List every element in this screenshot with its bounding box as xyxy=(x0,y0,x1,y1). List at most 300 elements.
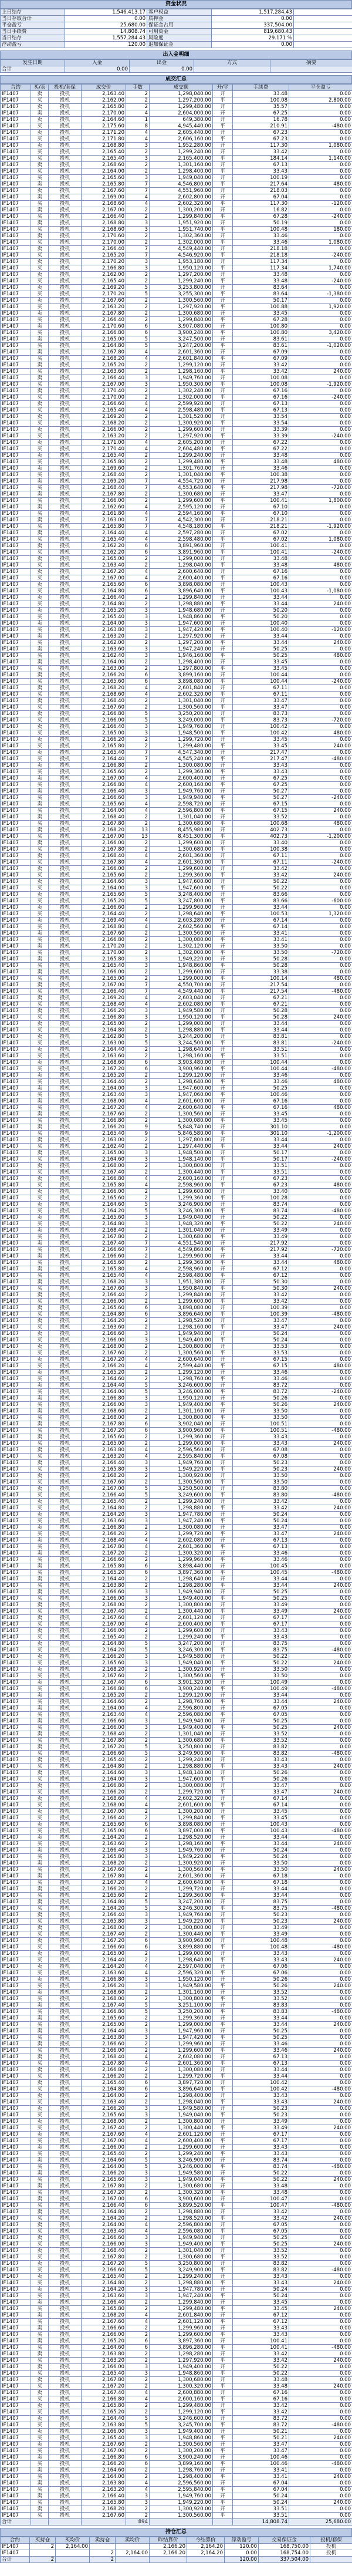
trade-cell: 卖 xyxy=(31,582,49,588)
trade-cell: IF1407 xyxy=(1,388,31,395)
trade-cell: 2,163.20 xyxy=(82,433,126,440)
trade-cell: 平 xyxy=(213,2203,233,2209)
trade-cell: 平 xyxy=(213,2422,233,2429)
trade-cell: 4 xyxy=(126,776,150,782)
table-row xyxy=(1,1796,352,1802)
table-row xyxy=(1,395,352,401)
trade-cell: 100.51 xyxy=(233,1428,289,1434)
trade-cell: 买 xyxy=(31,1931,49,1938)
trade-cell: 0.00 xyxy=(289,2138,352,2145)
trade-cell: 67.16 xyxy=(233,575,289,582)
trade-cell: 卖 xyxy=(31,905,49,911)
trade-cell: IF1407 xyxy=(1,382,31,388)
trade-cell: 1,949,580.00 xyxy=(150,1008,213,1014)
trade-cell: 240.00 xyxy=(289,2099,352,2106)
trade-cell: 3,891,960.00 xyxy=(150,543,213,549)
trade-cell: 投机 xyxy=(49,1912,82,1918)
funds-label: 当日结存 xyxy=(1,35,65,42)
trade-cell: 2,165.60 xyxy=(82,1195,126,1202)
trade-cell: 投机 xyxy=(49,1331,82,1337)
trade-cell: 6 xyxy=(126,672,150,679)
trade-cell: IF1407 xyxy=(1,517,31,524)
trade-cell: 4 xyxy=(126,356,150,362)
positions-total-cell xyxy=(116,2557,150,2563)
trade-cell: 33.44 xyxy=(233,1841,289,1847)
trade-cell: IF1407 xyxy=(1,427,31,433)
trade-cell: 3 xyxy=(126,2170,150,2177)
trade-cell: 平 xyxy=(213,1131,233,1137)
trade-cell: -480.00 xyxy=(289,1647,352,1654)
trade-cell: 0.00 xyxy=(289,1150,352,1156)
trade-cell: 买 xyxy=(31,937,49,943)
trade-cell: 2 xyxy=(126,233,150,240)
trade-cell: 买 xyxy=(31,2409,49,2416)
table-row xyxy=(1,1738,352,1744)
trade-cell: 1,300,680.00 xyxy=(150,311,213,317)
table-row xyxy=(1,1912,352,1918)
trade-cell: 67.28 xyxy=(233,214,289,220)
trade-cell: 买 xyxy=(31,756,49,763)
trade-cell: 50.25 xyxy=(233,1596,289,1602)
trade-cell: 2 xyxy=(126,2125,150,2132)
trade-cell: 2,165.60 xyxy=(82,769,126,776)
trade-cell: 2,163.80 xyxy=(82,2035,126,2041)
trade-cell: 投机 xyxy=(49,2248,82,2254)
trade-cell: 卖 xyxy=(31,866,49,872)
trade-cell: 卖 xyxy=(31,207,49,214)
trade-cell: 投机 xyxy=(49,982,82,989)
trade-cell: 480.00 xyxy=(289,181,352,188)
trade-cell: 217.92 xyxy=(233,1247,289,1253)
trade-cell: 平 xyxy=(213,2099,233,2106)
table-row xyxy=(1,1505,352,1512)
trade-cell: 2 xyxy=(126,1789,150,1796)
trade-cell: 投机 xyxy=(49,2125,82,2132)
trade-cell: 买 xyxy=(31,963,49,969)
trade-cell: 2,166.40 xyxy=(82,1912,126,1918)
trade-cell: IF1407 xyxy=(1,2461,31,2467)
trade-cell: 买 xyxy=(31,872,49,879)
trade-cell: 2,596,080.00 xyxy=(150,2228,213,2235)
table-row xyxy=(1,175,352,181)
positions-total-cell xyxy=(150,2557,187,2563)
trade-cell: 3,896,280.00 xyxy=(150,2345,213,2351)
table-row xyxy=(1,898,352,905)
trade-cell: IF1407 xyxy=(1,1570,31,1576)
trade-cell: 2,166.80 xyxy=(82,2009,126,2015)
trade-cell: 投机 xyxy=(49,1460,82,1466)
table-row xyxy=(1,937,352,943)
trade-cell: 投机 xyxy=(49,2506,82,2513)
table-row xyxy=(1,2442,352,2448)
trade-cell: 240.00 xyxy=(289,1764,352,1770)
trade-cell: 投机 xyxy=(49,2022,82,2028)
trade-cell: 1,300,800.00 xyxy=(150,1163,213,1169)
trade-cell: 2,166.60 xyxy=(82,2041,126,2048)
trade-cell: 2,164.00 xyxy=(82,2164,126,2170)
trade-cell: 卖 xyxy=(31,2222,49,2228)
trade-cell: 0.00 xyxy=(289,2157,352,2164)
trade-cell: 4,551,960.00 xyxy=(150,188,213,194)
trade-cell: 2 xyxy=(126,298,150,304)
trade-cell: 33.42 xyxy=(233,1505,289,1512)
trade-cell: 1,740.00 xyxy=(289,265,352,272)
trade-cell: 2 xyxy=(126,453,150,459)
trade-cell: 2,165.40 xyxy=(82,614,126,621)
trade-cell: IF1407 xyxy=(1,233,31,240)
trade-cell: 2,164.80 xyxy=(82,1899,126,1906)
trade-cell: 67.16 xyxy=(233,2396,289,2403)
trade-cell: 2,166.80 xyxy=(82,1686,126,1692)
table-row xyxy=(1,1667,352,1673)
trade-cell: 33.46 xyxy=(233,466,289,472)
trade-cell: 投机 xyxy=(49,1925,82,1931)
trade-cell: 83.66 xyxy=(233,898,289,905)
trade-cell: 2,600,880.00 xyxy=(150,2390,213,2396)
trade-cell: 7 xyxy=(126,252,150,259)
table-row xyxy=(1,1228,352,1234)
trade-cell: 100.42 xyxy=(233,724,289,730)
trade-cell: 卖 xyxy=(31,879,49,885)
trade-cell: IF1407 xyxy=(1,298,31,304)
trade-cell: 33.42 xyxy=(233,149,289,156)
trade-cell: 0.00 xyxy=(289,1034,352,1040)
trade-cell: IF1407 xyxy=(1,1628,31,1634)
trade-cell: 67.05 xyxy=(233,1712,289,1718)
trade-cell: 3,899,880.00 xyxy=(150,1944,213,1951)
trade-cell: 2 xyxy=(126,1499,150,1505)
trade-cell: 1,300,560.00 xyxy=(150,1673,213,1680)
trade-cell: 2,602,080.00 xyxy=(150,1002,213,1008)
trade-cell: 2,175.60 xyxy=(82,123,126,130)
trade-cell: 开 xyxy=(213,1886,233,1893)
trade-cell: 投机 xyxy=(49,2371,82,2377)
trade-cell: 83.74 xyxy=(233,1202,289,1208)
trade-cell: 2,163.80 xyxy=(82,2480,126,2487)
trade-cell: 投机 xyxy=(49,1660,82,1667)
trade-cell: 0.00 xyxy=(289,1680,352,1686)
trade-cell: 1,300,680.00 xyxy=(150,2377,213,2383)
table-row xyxy=(1,543,352,549)
trade-cell: 217.92 xyxy=(233,1240,289,1247)
trade-cell: 117.30 xyxy=(233,201,289,207)
trade-cell: 2,162.00 xyxy=(82,97,126,104)
trade-cell: 平 xyxy=(213,1751,233,1757)
trade-cell: 33.40 xyxy=(233,840,289,847)
trade-cell: IF1407 xyxy=(1,1441,31,1447)
trade-cell: 240.00 xyxy=(289,2500,352,2506)
trade-cell: IF1407 xyxy=(1,1609,31,1615)
trade-cell: 2,166.00 xyxy=(82,1596,126,1602)
trade-cell: 100.08 xyxy=(233,97,289,104)
table-row xyxy=(1,1783,352,1789)
trade-cell: 买 xyxy=(31,1596,49,1602)
trade-cell: 投机 xyxy=(49,181,82,188)
trade-cell: 83.72 xyxy=(233,1389,289,1395)
trade-cell: 平 xyxy=(213,2190,233,2196)
trade-cell: IF1407 xyxy=(1,1260,31,1266)
trade-cell: 投机 xyxy=(49,1505,82,1512)
trade-cell: 投机 xyxy=(49,1144,82,1150)
trade-cell: 2,166.40 xyxy=(82,2493,126,2500)
trade-cell: 买 xyxy=(31,2216,49,2222)
trade-cell: 平 xyxy=(213,407,233,414)
trade-cell: 2,164.60 xyxy=(82,117,126,123)
trade-cell: 2 xyxy=(126,2513,150,2519)
trade-cell: 2,164.60 xyxy=(82,1376,126,1383)
trade-cell: 投机 xyxy=(49,788,82,795)
trade-cell: 2 xyxy=(126,2274,150,2280)
trade-cell: 开 xyxy=(213,1421,233,1428)
trade-cell: 2,165.80 xyxy=(82,1563,126,1570)
trade-cell: 33.42 xyxy=(233,2358,289,2364)
trade-cell: 1,140.00 xyxy=(289,156,352,162)
trade-cell: 0.00 xyxy=(289,827,352,834)
trade-cell: 卖 xyxy=(31,1860,49,1867)
trade-cell: IF1407 xyxy=(1,2196,31,2203)
trade-cell: 6 xyxy=(126,588,150,595)
trade-cell: 3 xyxy=(126,175,150,181)
table-row xyxy=(1,2061,352,2067)
trade-cell: 卖 xyxy=(31,2390,49,2396)
table-row xyxy=(1,2228,352,2235)
trade-cell: 卖 xyxy=(31,1964,49,1970)
trade-cell: 买 xyxy=(31,1389,49,1395)
trade-cell: 卖 xyxy=(31,1189,49,1195)
trade-cell: 卖 xyxy=(31,2093,49,2099)
trade-cell: IF1407 xyxy=(1,782,31,788)
trade-cell: 投机 xyxy=(49,769,82,776)
trade-cell: 1,302,000.00 xyxy=(150,395,213,401)
trade-cell: 平 xyxy=(213,1169,233,1176)
trade-cell: 2 xyxy=(126,304,150,311)
trade-cell: IF1407 xyxy=(1,814,31,821)
trade-cell: 67.22 xyxy=(233,446,289,453)
trade-cell: 开 xyxy=(213,763,233,769)
trade-cell: 2 xyxy=(126,2048,150,2054)
trade-cell: 2,168.20 xyxy=(82,1473,126,1479)
trade-cell: 3 xyxy=(126,1460,150,1466)
trade-cell: 0.00 xyxy=(289,1615,352,1621)
trade-cell: 买 xyxy=(31,1751,49,1757)
table-row xyxy=(1,763,352,769)
table-row xyxy=(1,1479,352,1486)
trade-cell: 2,166.80 xyxy=(82,1977,126,1983)
trade-cell: 83.75 xyxy=(233,1641,289,1647)
trade-cell: 33.46 xyxy=(233,1376,289,1383)
trade-cell: 2,165.20 xyxy=(82,2409,126,2416)
table-row xyxy=(1,1744,352,1751)
trade-cell: 2,168.00 xyxy=(82,1415,126,1421)
trade-cell: 2,163.60 xyxy=(82,1970,126,1977)
trade-cell: 投机 xyxy=(49,2209,82,2216)
trade-cell: 1,301,760.00 xyxy=(150,466,213,472)
trade-cell: IF1407 xyxy=(1,892,31,898)
trade-cell: 2,166.00 xyxy=(82,2429,126,2435)
trade-cell: 买 xyxy=(31,2061,49,2067)
trade-cell: 1,299,960.00 xyxy=(150,2041,213,2048)
trade-cell: 2,167.60 xyxy=(82,1350,126,1357)
trade-cell: 2,167.40 xyxy=(82,1680,126,1686)
trade-cell: 投机 xyxy=(49,1408,82,1415)
trade-cell: 67.13 xyxy=(233,2054,289,2061)
table-row xyxy=(1,2183,352,2190)
trade-cell: 卖 xyxy=(31,491,49,498)
trade-cell: 6 xyxy=(126,330,150,336)
trade-cell: 平 xyxy=(213,692,233,698)
trade-cell: 买 xyxy=(31,537,49,543)
trade-cell: 卖 xyxy=(31,478,49,485)
trade-cell: 0.00 xyxy=(289,1350,352,1357)
trade-cell: 开 xyxy=(213,259,233,265)
trade-cell: 平 xyxy=(213,537,233,543)
trade-cell: 投机 xyxy=(49,1751,82,1757)
table-row xyxy=(1,859,352,866)
trade-cell: IF1407 xyxy=(1,1189,31,1195)
trade-cell: 1,298,160.00 xyxy=(150,1053,213,1060)
trade-cell: 投机 xyxy=(49,1118,82,1124)
trade-cell: 0.00 xyxy=(289,2312,352,2319)
trade-cell: 4,554,720.00 xyxy=(150,478,213,485)
trade-cell: 平 xyxy=(213,2073,233,2080)
trade-cell: 50.25 xyxy=(233,2241,289,2248)
positions-total-cell xyxy=(310,2557,352,2563)
trade-cell: 2,164.60 xyxy=(82,1770,126,1776)
trade-cell: 投机 xyxy=(49,440,82,446)
trade-cell: 3 xyxy=(126,2241,150,2248)
trade-cell: 平 xyxy=(213,433,233,440)
trade-cell: 3 xyxy=(126,2112,150,2119)
trade-cell: 平 xyxy=(213,1570,233,1576)
trade-cell: 33.39 xyxy=(233,433,289,440)
trade-cell: 4 xyxy=(126,575,150,582)
trade-cell: 卖 xyxy=(31,2028,49,2035)
trade-cell: 480.00 xyxy=(289,562,352,569)
trade-cell: 3 xyxy=(126,227,150,233)
trade-cell: 卖 xyxy=(31,233,49,240)
trade-cell: 卖 xyxy=(31,1602,49,1609)
trade-cell: 卖 xyxy=(31,1008,49,1014)
trade-cell: 2,171.00 xyxy=(82,440,126,446)
trade-cell: 2,168.40 xyxy=(82,2248,126,2254)
trade-cell: 0.00 xyxy=(289,2429,352,2435)
trade-cell: 480.00 xyxy=(289,1182,352,1189)
trade-cell: 0.00 xyxy=(289,1654,352,1660)
trade-cell: IF1407 xyxy=(1,2435,31,2442)
trade-cell: 投机 xyxy=(49,252,82,259)
trade-cell: 0.00 xyxy=(289,788,352,795)
trade-cell: 6 xyxy=(126,323,150,330)
trade-cell: 1,299,240.00 xyxy=(150,1757,213,1764)
trade-cell: 50.22 xyxy=(233,2371,289,2377)
trade-cell: 投机 xyxy=(49,317,82,323)
trade-cell: 240.00 xyxy=(289,2435,352,2442)
table-row xyxy=(1,2170,352,2177)
trade-cell: 0.00 xyxy=(289,1596,352,1602)
trade-cell: 33.44 xyxy=(233,1027,289,1034)
trade-cell: 1,299,720.00 xyxy=(150,1789,213,1796)
trades-header: 开/平 xyxy=(213,85,233,91)
trade-cell: 1,949,760.00 xyxy=(150,788,213,795)
trade-cell: 0.00 xyxy=(289,885,352,892)
table-row xyxy=(1,149,352,156)
trade-cell: 平 xyxy=(213,872,233,879)
trade-cell: IF1407 xyxy=(1,1085,31,1092)
trade-cell: 100.19 xyxy=(233,175,289,181)
trade-cell: 2,601,360.00 xyxy=(150,1544,213,1550)
trade-cell: 2,163.20 xyxy=(82,1454,126,1460)
trade-cell: 2,165.20 xyxy=(82,608,126,614)
trade-cell: 33.52 xyxy=(233,1731,289,1738)
trade-cell: 2,163.60 xyxy=(82,1841,126,1847)
trade-cell: 33.46 xyxy=(233,1073,289,1079)
trade-cell: 100.44 xyxy=(233,1060,289,1066)
trade-cell: IF1407 xyxy=(1,898,31,905)
trade-cell: 买 xyxy=(31,524,49,530)
trade-cell: 平 xyxy=(213,1156,233,1163)
trade-cell: 2,167.80 xyxy=(82,2377,126,2383)
trade-cell: 平 xyxy=(213,950,233,956)
table-row xyxy=(1,2467,352,2474)
trade-cell: IF1407 xyxy=(1,1454,31,1460)
trade-cell: 卖 xyxy=(31,776,49,782)
table-row xyxy=(1,950,352,956)
trade-cell: 2,601,120.00 xyxy=(150,2132,213,2138)
trade-cell: 平 xyxy=(213,2267,233,2274)
trade-cell: 0.00 xyxy=(289,466,352,472)
table-row xyxy=(1,511,352,517)
trade-cell: 平 xyxy=(213,1208,233,1215)
cashflow-total-row xyxy=(1,66,352,73)
table-row xyxy=(1,872,352,879)
trade-cell: 卖 xyxy=(31,2287,49,2293)
trade-cell: 2,167.40 xyxy=(82,1931,126,1938)
trade-cell: 1,298,520.00 xyxy=(150,1835,213,1841)
trade-cell: 卖 xyxy=(31,982,49,989)
trade-cell: 投机 xyxy=(49,1034,82,1040)
trade-cell: 0.00 xyxy=(289,1809,352,1815)
trade-cell: 33.51 xyxy=(233,1053,289,1060)
table-row xyxy=(1,1770,352,1776)
trade-cell: 卖 xyxy=(31,2377,49,2383)
trade-cell: 2,164.00 xyxy=(82,1776,126,1783)
trade-cell: 买 xyxy=(31,1299,49,1305)
table-row xyxy=(1,756,352,763)
trades-total-cell xyxy=(150,2519,213,2526)
trade-cell: 卖 xyxy=(31,1202,49,1208)
trade-cell: 4 xyxy=(126,446,150,453)
table-row xyxy=(1,976,352,982)
trade-cell: 卖 xyxy=(31,401,49,407)
funds-spacer xyxy=(294,35,352,42)
trade-cell: 4 xyxy=(126,2312,150,2319)
trade-cell: 开 xyxy=(213,2015,233,2022)
trade-cell: IF1407 xyxy=(1,1299,31,1305)
trade-cell: 2,165.40 xyxy=(82,1273,126,1279)
trade-cell: 240.00 xyxy=(289,2216,352,2222)
trade-cell: 买 xyxy=(31,1182,49,1189)
trade-cell: 33.43 xyxy=(233,1957,289,1964)
trade-cell: 2 xyxy=(126,633,150,640)
trade-cell: 4 xyxy=(126,801,150,808)
trade-cell: 平 xyxy=(213,1686,233,1692)
trade-cell: 卖 xyxy=(31,1240,49,1247)
trade-cell: 33.53 xyxy=(233,1344,289,1350)
table-row xyxy=(1,1182,352,1189)
trade-cell: 2 xyxy=(126,1137,150,1144)
trade-cell: 2,165.80 xyxy=(82,1918,126,1925)
trade-cell: 投机 xyxy=(49,388,82,395)
